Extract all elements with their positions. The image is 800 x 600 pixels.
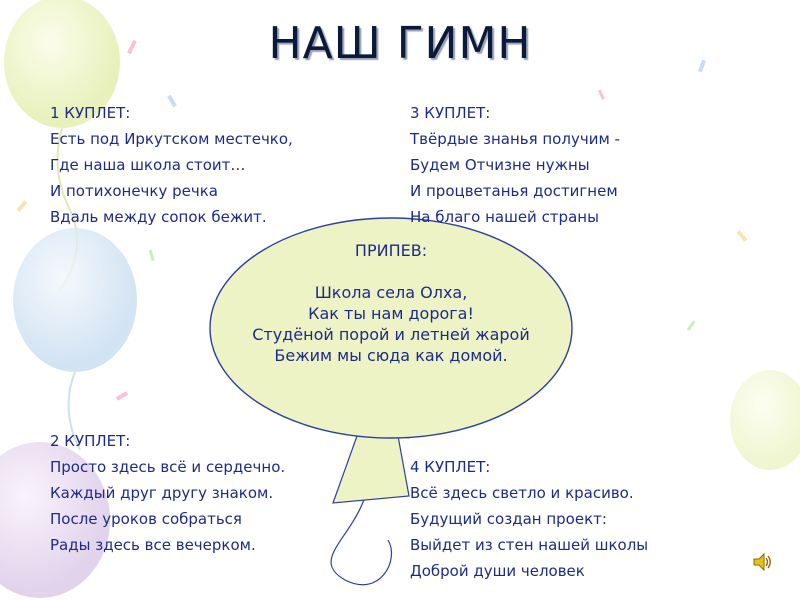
verse-1-line: И потихонечку речка xyxy=(50,182,218,200)
verse-4-heading: 4 КУПЛЕТ: xyxy=(410,458,491,476)
chorus-line: Студёной порой и летней жарой xyxy=(252,325,530,344)
chorus-block xyxy=(210,240,572,366)
verse-3-block xyxy=(410,100,620,230)
verse-3-line: Будем Отчизне нужны xyxy=(410,156,590,174)
verse-4-block xyxy=(410,454,648,584)
verse-2-line: Каждый друг другу знаком. xyxy=(50,484,274,502)
chorus-line: Бежим мы сюда как домой. xyxy=(274,346,508,365)
verse-3-line: И процветанья достигнем xyxy=(410,182,618,200)
verse-2-block xyxy=(50,428,285,558)
decor-balloon-yellow-right xyxy=(730,370,800,470)
verse-1-block xyxy=(50,100,293,230)
verse-1-line: Вдаль между сопок бежит. xyxy=(50,208,267,226)
verse-4-line: Будущий создан проект: xyxy=(410,510,607,528)
verse-3-line: Твёрдые знанья получим - xyxy=(410,130,620,148)
verse-3-line: На благо нашей страны xyxy=(410,208,599,226)
verse-4-line: Выйдет из стен нашей школы xyxy=(410,536,649,554)
verse-2-line: Рады здесь все вечерком. xyxy=(50,536,256,554)
verse-1-line: Где наша школа стоит… xyxy=(50,156,246,174)
verse-4-line: Доброй души человек xyxy=(410,562,585,580)
chorus-line: Как ты нам дорога! xyxy=(308,304,474,323)
verse-2-line: Просто здесь всё и сердечно. xyxy=(50,458,286,476)
verse-3-heading: 3 КУПЛЕТ: xyxy=(410,104,491,122)
chorus-line: Школа села Олха, xyxy=(314,283,468,302)
verse-2-line: После уроков собраться xyxy=(50,510,242,528)
slide-title: НАШ ГИМН xyxy=(268,18,532,69)
verse-2-heading: 2 КУПЛЕТ: xyxy=(50,432,131,450)
decor-balloon-blue-left xyxy=(13,228,137,450)
chorus-heading: ПРИПЕВ: xyxy=(354,241,428,260)
verse-1-heading: 1 КУПЛЕТ: xyxy=(50,104,131,122)
balloon-string xyxy=(331,497,391,585)
balloon-tie xyxy=(333,436,409,503)
verse-1-line: Есть под Иркутском местечко, xyxy=(50,130,293,148)
speaker-icon[interactable] xyxy=(752,551,774,573)
verse-4-line: Всё здесь светло и красиво. xyxy=(410,484,634,502)
